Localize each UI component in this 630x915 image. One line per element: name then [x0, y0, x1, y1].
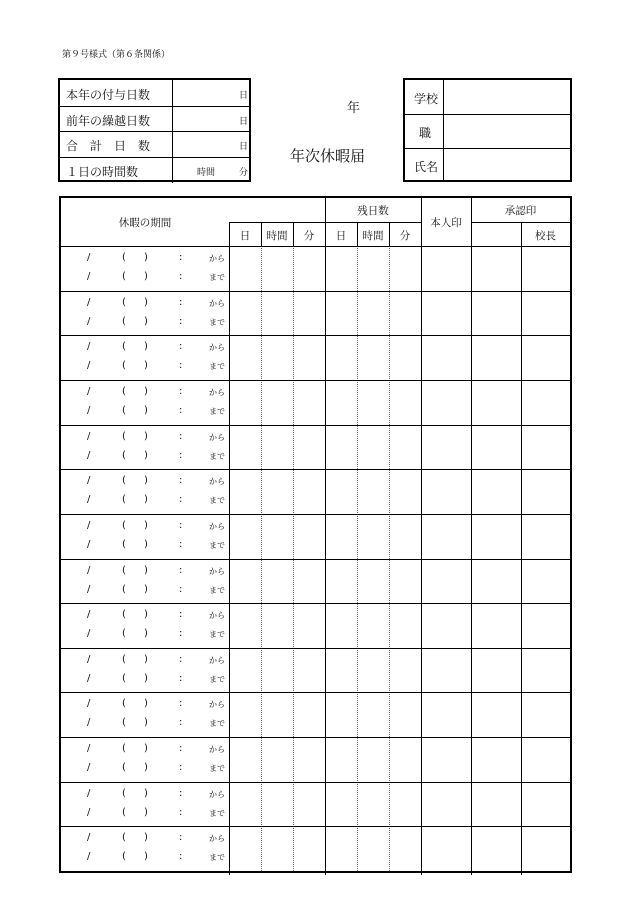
from-label: から: [209, 432, 225, 442]
minutes-header: 分: [399, 230, 411, 242]
date-slash: /: [87, 806, 91, 818]
school-field[interactable]: [445, 80, 572, 113]
paren-open: (: [122, 385, 126, 397]
from-label: から: [209, 477, 225, 487]
time-colon: :: [179, 296, 183, 308]
leave-period-field[interactable]: [61, 514, 229, 559]
date-slash: /: [87, 252, 91, 263]
day-header: 日: [239, 230, 251, 242]
paren-open: (: [122, 787, 126, 799]
date-slash: /: [87, 851, 91, 863]
date-slash: /: [87, 494, 91, 506]
paren-close: ): [144, 583, 148, 595]
paren-open: (: [122, 296, 126, 308]
time-colon: :: [179, 762, 183, 774]
table-column-line: [325, 198, 326, 875]
paren-close: ): [144, 494, 148, 506]
paren-open: (: [122, 449, 126, 461]
allotment-row: [60, 106, 249, 132]
time-colon: :: [179, 430, 183, 442]
from-label: から: [209, 566, 225, 576]
paren-close: ): [144, 832, 148, 844]
position-field[interactable]: [445, 115, 572, 147]
applicant-box-divider: [443, 80, 444, 180]
hours-header: 時間: [266, 230, 288, 242]
paren-open: (: [122, 315, 126, 327]
paren-open: (: [122, 762, 126, 774]
paren-open: (: [122, 360, 126, 372]
date-slash: /: [87, 583, 91, 595]
allotment-row-label: 本年の付与日数: [66, 88, 151, 102]
paren-close: ): [144, 341, 148, 353]
allotment-row-label: 前年の繰越日数: [66, 113, 151, 128]
applicant-seal-header: 本人印: [430, 217, 462, 229]
paren-open: (: [122, 271, 126, 282]
paren-close: ): [144, 762, 148, 774]
paren-close: ): [144, 315, 148, 327]
paren-close: ): [144, 475, 148, 487]
allotment-row-value-field[interactable]: [172, 106, 251, 132]
time-colon: :: [179, 385, 183, 397]
to-label: まで: [209, 406, 225, 416]
paren-close: ): [144, 806, 148, 818]
paren-open: (: [122, 832, 126, 844]
time-colon: :: [179, 787, 183, 799]
to-label: まで: [209, 630, 225, 640]
paren-open: (: [122, 430, 126, 442]
form-number-label: 第９号様式（第６条関係）: [62, 50, 171, 60]
paren-close: ): [144, 519, 148, 531]
paren-open: (: [122, 806, 126, 818]
allotment-row-line: [60, 131, 249, 132]
date-slash: /: [87, 449, 91, 461]
day-header: 日: [335, 230, 347, 242]
header-line: [229, 222, 421, 223]
time-colon: :: [179, 475, 183, 487]
paren-close: ): [144, 430, 148, 442]
allotment-row-value-field[interactable]: [172, 157, 251, 183]
leave-period-field[interactable]: [61, 826, 229, 871]
time-colon: :: [179, 315, 183, 327]
paren-open: (: [122, 743, 126, 755]
date-slash: /: [87, 762, 91, 774]
paren-open: (: [122, 653, 126, 665]
position-label: 職: [419, 126, 432, 140]
date-slash: /: [87, 653, 91, 665]
date-slash: /: [87, 564, 91, 576]
date-slash: /: [87, 430, 91, 442]
paren-close: ): [144, 271, 148, 282]
date-slash: /: [87, 385, 91, 397]
year-label: 年: [347, 101, 361, 116]
time-colon: :: [179, 672, 183, 684]
date-slash: /: [87, 475, 91, 487]
leave-period-field[interactable]: [61, 692, 229, 737]
allotment-row-label: 合 計 日 数: [66, 139, 151, 153]
time-colon: :: [179, 449, 183, 461]
leave-period-field[interactable]: [61, 335, 229, 380]
leave-period-field[interactable]: [61, 603, 229, 648]
time-colon: :: [179, 271, 183, 282]
time-colon: :: [179, 360, 183, 372]
to-label: まで: [209, 808, 225, 818]
table-column-line: [471, 198, 472, 875]
hours-unit: 時間: [197, 167, 216, 178]
from-label: から: [209, 387, 225, 397]
to-label: まで: [209, 585, 225, 595]
minutes-unit: 分: [238, 167, 248, 178]
paren-close: ): [144, 296, 148, 308]
table-column-line: [229, 246, 230, 875]
leave-period-field[interactable]: [61, 291, 229, 336]
paren-close: ): [144, 698, 148, 710]
from-label: から: [209, 254, 225, 263]
name-field[interactable]: [445, 149, 572, 181]
to-label: まで: [209, 853, 225, 863]
time-colon: :: [179, 806, 183, 818]
paren-close: ): [144, 717, 148, 729]
paren-close: ): [144, 564, 148, 576]
time-colon: :: [179, 341, 183, 353]
paren-open: (: [122, 404, 126, 416]
paren-open: (: [122, 609, 126, 621]
paren-close: ): [144, 743, 148, 755]
paren-close: ): [144, 628, 148, 640]
paren-close: ): [144, 672, 148, 684]
hours-header: 時間: [362, 230, 384, 242]
paren-open: (: [122, 583, 126, 595]
paren-open: (: [122, 519, 126, 531]
from-label: から: [209, 700, 225, 710]
to-label: まで: [209, 273, 225, 282]
leave-period-field[interactable]: [61, 246, 229, 291]
from-label: から: [209, 611, 225, 621]
leave-period-field[interactable]: [61, 425, 229, 470]
to-label: まで: [209, 764, 225, 774]
from-label: から: [209, 745, 225, 755]
days-unit: 日: [238, 142, 248, 152]
name-label: 氏名: [414, 160, 439, 174]
from-label: から: [209, 343, 225, 353]
paren-close: ): [144, 404, 148, 416]
allotment-row-label: １日の時間数: [66, 164, 139, 179]
from-label: から: [209, 789, 225, 799]
paren-open: (: [122, 252, 126, 263]
time-colon: :: [179, 851, 183, 863]
allotment-row-value-field[interactable]: [172, 80, 251, 106]
time-colon: :: [179, 252, 183, 263]
date-slash: /: [87, 538, 91, 550]
paren-close: ): [144, 385, 148, 397]
allotment-row: [60, 157, 249, 183]
time-colon: :: [179, 519, 183, 531]
school-label: 学校: [414, 92, 439, 106]
paren-open: (: [122, 851, 126, 863]
time-colon: :: [179, 609, 183, 621]
allotment-row: [60, 131, 249, 157]
to-label: まで: [209, 362, 225, 372]
allotment-row-value-field[interactable]: [172, 131, 251, 157]
leave-record-table: [59, 196, 572, 873]
leave-period-field[interactable]: [61, 380, 229, 425]
to-label: まで: [209, 496, 225, 506]
time-colon: :: [179, 494, 183, 506]
paren-close: ): [144, 787, 148, 799]
time-colon: :: [179, 628, 183, 640]
table-column-line: [521, 222, 522, 875]
paren-open: (: [122, 538, 126, 550]
paren-open: (: [122, 494, 126, 506]
date-slash: /: [87, 609, 91, 621]
paren-open: (: [122, 672, 126, 684]
days-unit: 日: [238, 116, 248, 127]
date-slash: /: [87, 717, 91, 729]
time-colon: :: [179, 538, 183, 550]
from-label: から: [209, 521, 225, 531]
date-slash: /: [87, 672, 91, 684]
principal-header: 校長: [535, 230, 556, 242]
paren-open: (: [122, 698, 126, 710]
leave-period-field[interactable]: [61, 559, 229, 604]
form-title: 年次休暇届: [290, 147, 366, 165]
to-label: まで: [209, 719, 225, 729]
time-colon: :: [179, 564, 183, 576]
date-slash: /: [87, 628, 91, 640]
from-label: から: [209, 298, 225, 308]
days-unit: 日: [238, 91, 248, 101]
date-slash: /: [87, 341, 91, 353]
to-label: まで: [209, 317, 225, 327]
from-label: から: [209, 655, 225, 665]
from-label: から: [209, 834, 225, 844]
time-colon: :: [179, 698, 183, 710]
leave-period-field[interactable]: [61, 737, 229, 782]
date-slash: /: [87, 832, 91, 844]
approval-seal-header: 承認印: [504, 205, 537, 217]
allotment-row-line: [60, 106, 249, 107]
header-line: [471, 222, 570, 223]
paren-close: ): [144, 653, 148, 665]
paren-close: ): [144, 851, 148, 863]
date-slash: /: [87, 271, 91, 282]
leave-period-field[interactable]: [61, 782, 229, 827]
to-label: まで: [209, 674, 225, 684]
paren-close: ): [144, 609, 148, 621]
time-colon: :: [179, 717, 183, 729]
paren-close: ): [144, 252, 148, 263]
date-slash: /: [87, 404, 91, 416]
date-slash: /: [87, 315, 91, 327]
to-label: まで: [209, 540, 225, 550]
date-slash: /: [87, 519, 91, 531]
remaining-days-header: 残日数: [357, 205, 389, 217]
leave-period-field[interactable]: [61, 469, 229, 514]
to-label: まで: [209, 451, 225, 461]
leave-period-field[interactable]: [61, 648, 229, 693]
leave-allotment-box: [58, 78, 251, 182]
time-colon: :: [179, 743, 183, 755]
applicant-info-box: [403, 78, 572, 182]
allotment-row-line: [60, 157, 249, 158]
paren-close: ): [144, 449, 148, 461]
date-slash: /: [87, 698, 91, 710]
date-slash: /: [87, 787, 91, 799]
date-slash: /: [87, 360, 91, 372]
paren-open: (: [122, 717, 126, 729]
time-colon: :: [179, 653, 183, 665]
time-colon: :: [179, 404, 183, 416]
time-colon: :: [179, 583, 183, 595]
paren-open: (: [122, 564, 126, 576]
paren-open: (: [122, 475, 126, 487]
table-column-line: [421, 198, 422, 875]
date-slash: /: [87, 296, 91, 308]
allotment-row: [60, 80, 249, 106]
paren-close: ): [144, 538, 148, 550]
period-header: 休暇の期間: [118, 217, 172, 229]
paren-open: (: [122, 628, 126, 640]
paren-close: ): [144, 360, 148, 372]
minutes-header: 分: [303, 230, 315, 242]
date-slash: /: [87, 743, 91, 755]
time-colon: :: [179, 832, 183, 844]
paren-open: (: [122, 341, 126, 353]
